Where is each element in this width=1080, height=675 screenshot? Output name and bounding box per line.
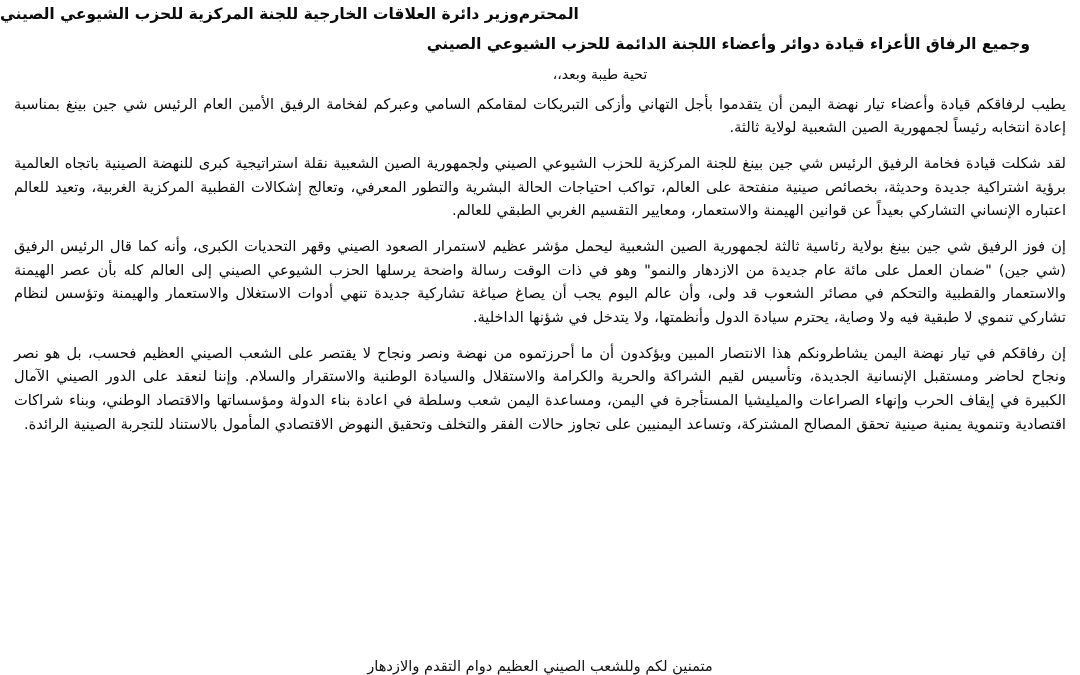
addressee-primary-line: وزير دائرة العلاقات الخارجية للجنة المركزية للحزب الشيوعي الصيني [0,5,519,23]
closing-text: متمنين لكم وللشعب الصيني العظيم دوام التقدم والازدهار [367,659,713,675]
body-paragraph: إن فوز الرفيق شي جين بينغ بولاية رئاسية ثالثة لجمهورية الصين الشعبية ليحمل مؤشر عظيم لاستمرار الصعود الصيني وقهر التحديات الكبرى، وأنه كما قال الرئيس الرفيق (شي جين) "ضمان العمل على مائة عام جديدة من الازدهار والنمو" وهو في ذات الوقت رسالة واضحة يرسلها الحزب الشيوعي الصيني إلى العالم كله بأن عصر الهيمنة والاستعمار والقطبية والتحكم في مصائر الشعوب قد ولى، وأن عالم اليوم يجب أن يصاغ صياغة تشاركية جديدة تنهي أدوات الاستغلال والاستعمار والهيمنة وتؤسس لنظام تشاركي تنموي لا طبقية فيه ولا وصاية، يحترم سيادة الدول وأنظمتها، ولا يتدخل في شؤنها الداخلية. [14,238,1066,326]
body-paragraph: يطيب لرفاقكم قيادة وأعضاء تيار نهضة اليمن أن يتقدموا بأجل التهاني وأزكى التبريكات لمقامكم السامي وعبركم لفخامة الرفيق الأمين العام الرئيس شي جين بينغ بمناسبة إعادة انتخابه رئيساً لجمهورية الصين الشعبية لولاية ثالثة. [14,95,1066,137]
clipped-closing-line [0,659,1080,675]
addressee-row [0,4,1080,25]
honorific-label: المحترم [518,5,579,23]
letter-header [0,0,1080,83]
body-paragraph: إن رفاقكم في تيار نهضة اليمن يشاطرونكم هذا الانتصار المبين ويؤكدون أن ما أحرزتموه من نهضة ونصر ونجاح لا يقتصر على الشعب الصيني العظيم فحسب، بل هو نصر ونجاح لحاضر ومستقبل الإنسانية الجديدة، وتأسيس لقيم الشراكة والحرية والكرامة والاستقلال والسيادة الوطنية والاستقرار والسلام. وإننا لنعقد على الدور الصيني الآمال الكبيرة في إيقاف الحرب وإنهاء الصراعات والميليشيا المستأجرة في اليمن، ومساعدة اليمن شعب وسلطة في اعادة بناء الدولة ومؤسساتها والاقتصاد الوطني، وبناء شراكات اقتصادية وتنموية يمنية صينية تحقق المصالح المشتركة، وتساعد اليمنيين على تجاوز حالات الفقر والتخلف وتحقيق النهوض الاقتصادي المأمول بالاستناد للتجربة الصينية الرائدة. [14,344,1066,433]
letter-body [0,93,1080,436]
greeting-line: تحية طيبة وبعد،، [552,66,648,83]
body-paragraph: لقد شكلت قيادة فخامة الرفيق الرئيس شي جين بينغ للجنة المركزية للحزب الشيوعي الصيني ولجمهورية الصين الشعبية نقلة استراتيجية كبرى للنهضة الصينية باتجاه العالمية برؤية اشتراكية جديدة وحديثة، بخصائص صينية منفتحة على العالم، تواكب احتياجات الحالة البشرية والتطور المعرفي، وتعالج إشكالات القطبية المركزية الغربية، وتعيد للعالم اعتباره الإنساني التشاركي بعيداً عن قوانين الهيمنة والاستعمار، ومعايير التقسيم الغربي الطبقي للعالم. [14,155,1066,220]
addressee-secondary-line: وجميع الرفاق الأعزاء قيادة دوائر وأعضاء اللجنة الدائمة للحزب الشيوعي الصيني [426,34,1030,53]
